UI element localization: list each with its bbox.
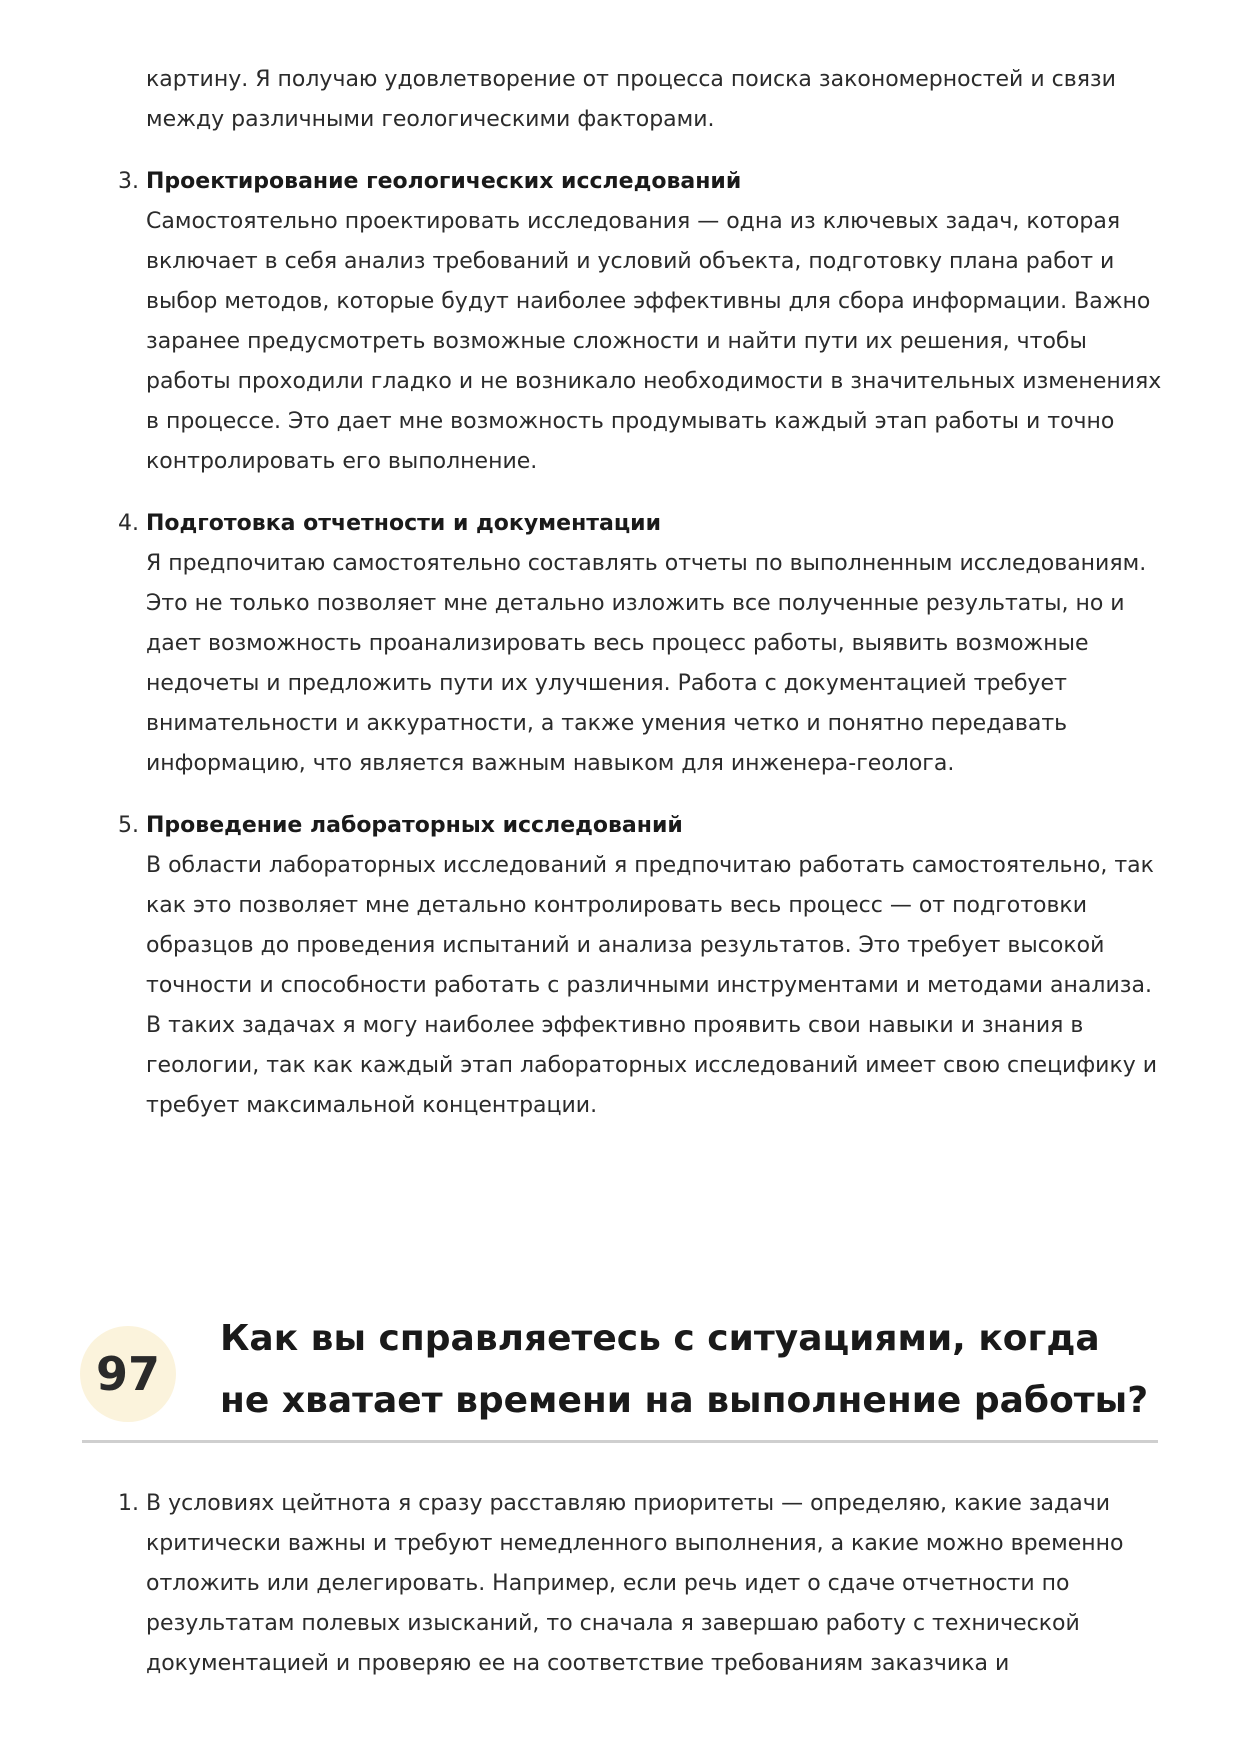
item-body: В условиях цейтнота я сразу расставляю приоритеты — определяю, какие задачи критически важны и требуют немедленного выполнения, а какие можно временно отложить или делегировать. Например, если речь идет о сдаче отчетности по результатам полевых изысканий, то сначала я завершаю работу с технической документацией и проверяю ее на соответствие требованиям заказчика и [146,1491,1124,1676]
answer-list [118,162,1168,1148]
question-answer-list [118,1484,1168,1706]
list-item [118,504,1168,784]
item-number: 3. [118,169,139,194]
list-item [118,162,1168,482]
item-title: Подготовка отчетности и документации [146,511,662,536]
item-title: Проектирование геологических исследований [146,169,742,194]
item-number: 5. [118,813,139,838]
item-number: 4. [118,511,139,536]
section-divider [82,1440,1158,1443]
item-body: Я предпочитаю самостоятельно составлять отчеты по выполненным исследованиям. Это не только позволяет мне детально изложить все полученные результаты, но и дает возможность проанализировать весь процесс работы, выявить возможные недочеты и предложить пути их улучшения. Работа с документацией требует внимательности и аккуратности, а также умения четко и понятно передавать информацию, что является важным навыком для инженера-геолога. [146,551,1147,776]
list-item [118,1484,1168,1684]
item-title: Проведение лабораторных исследований [146,813,683,838]
question-number-badge: 97 [80,1326,176,1422]
continuation-paragraph: картину. Я получаю удовлетворение от процесса поиска закономерностей и связи между различными геологическими факторами. [146,67,1116,132]
question-title: Как вы справляетесь с ситуациями, когда не хватает времени на выполнение работы? [220,1318,1149,1421]
list-item [118,806,1168,1126]
item-number: 1. [118,1491,139,1516]
item-body: Самостоятельно проектировать исследования — одна из ключевых задач, которая включает в себя анализ требований и условий объекта, подготовку плана работ и выбор методов, которые будут наиболее эффективны для сбора информации. Важно заранее предусмотреть возможные сложности и найти пути их решения, чтобы работы проходили гладко и не возникало необходимости в значительных изменениях в процессе. Это дает мне возможность продумывать каждый этап работы и точно контролировать его выполнение. [146,209,1162,474]
item-body: В области лабораторных исследований я предпочитаю работать самостоятельно, так как это позволяет мне детально контролировать весь процесс — от подготовки образцов до проведения испытаний и анализа результатов. Это требует высокой точности и способности работать с различными инструментами и методами анализа. В таких задачах я могу наиболее эффективно проявить свои навыки и знания в геологии, так как каждый этап лабораторных исследований имеет свою специфику и требует максимальной концентрации. [146,853,1158,1118]
